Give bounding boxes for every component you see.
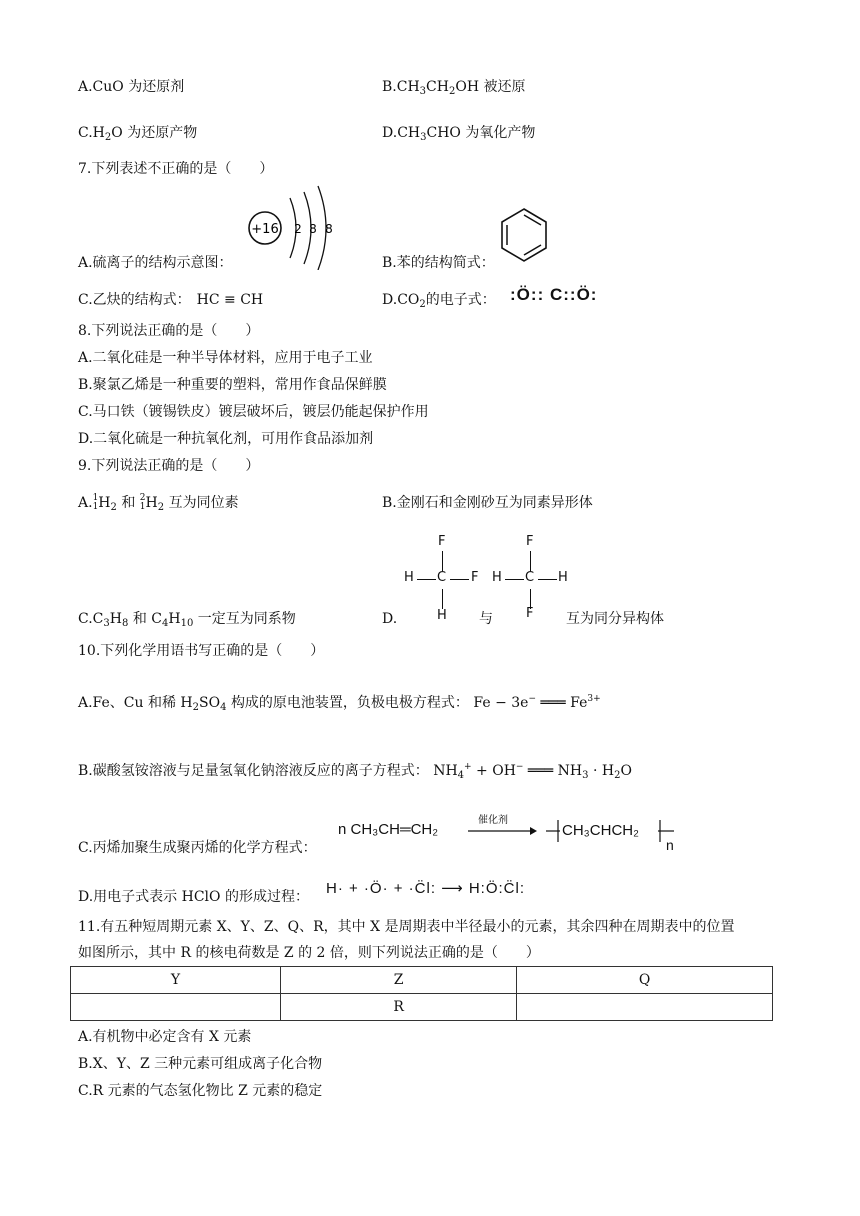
q9-option-a-text: 互为同位素 xyxy=(168,495,239,511)
benzene-ring-icon xyxy=(498,206,550,266)
q10-option-c-n: n xyxy=(666,837,674,853)
table-cell-z: Z xyxy=(280,967,516,994)
shell-count-2: 8 xyxy=(309,222,317,236)
co2-oxygen-1: Ö xyxy=(516,285,531,304)
q6-option-b-text: 被还原 xyxy=(483,79,526,95)
q10-option-b-text: B.碳酸氢铵溶液与足量氢氧化钠溶液反应的离子方程式： xyxy=(78,763,429,779)
sulfide-ion-structure-diagram xyxy=(240,184,340,270)
q10-option-a: A.Fe、Cu 和稀 $H_2SO_4$ 构成的原电池装置，负极电极方程式： Fe − 3e− ═══ $Fe^{3+}$ xyxy=(78,694,601,713)
q9-option-c: $C.C_3H_8$ 和 $C_4H_{10}$ 一定互为同系物 xyxy=(78,611,296,629)
q6-option-d-prefix: D. xyxy=(382,125,398,141)
q7-option-b: B.苯的结构简式： xyxy=(382,255,495,271)
q11-stem-line1: 11.有五种短周期元素 X、Y、Z、Q、R，其中 X 是周期表中半径最小的元素，其余四种在周期表中的位置 xyxy=(78,919,735,935)
co2-carbon: C xyxy=(549,285,564,304)
q9-option-b: B.金刚石和金刚砂互为同素异形体 xyxy=(382,495,593,511)
co2-electron-formula: :Ö:: C::Ö: xyxy=(510,285,598,304)
q7-stem: 7.下列表述不正确的是（ ） xyxy=(78,161,274,177)
reaction-arrow-icon xyxy=(466,826,538,836)
atom-nucleus-label: +16 xyxy=(251,222,279,237)
molecule-chf2-right: F H C H F xyxy=(492,534,568,621)
q9-option-a: A.1 $1H_2$ 和 2 $1H_2$ 互为同位素 xyxy=(78,493,239,513)
q9-option-c-and: 和 xyxy=(132,611,147,627)
q10-stem: 10.下列化学用语书写正确的是（ ） xyxy=(78,643,325,659)
q8-option-a: A.二氧化硅是一种半导体材料，应用于电子工业 xyxy=(78,350,373,366)
q6-option-b: $B.CH_3CH_2OH$ 被还原 xyxy=(382,79,526,97)
q7-option-d: $D.CO_2$的电子式： xyxy=(382,292,496,310)
shell-count-3: 8 xyxy=(325,222,333,236)
q9-option-c-text: 一定互为同系物 xyxy=(197,611,296,627)
q6-option-d: $D.CH_3CHO$ 为氧化产物 xyxy=(382,125,536,143)
q6-option-c-text: 为还原产物 xyxy=(127,125,198,141)
q9-option-c-prefix: C. xyxy=(78,611,93,627)
q9-option-d-prefix: D. xyxy=(382,611,398,627)
q10-option-c-reactant: n CH₃CH═CH₂ xyxy=(338,821,439,838)
table-cell-empty-1 xyxy=(71,994,281,1021)
q9-option-a-and: 和 xyxy=(121,495,136,511)
acetylene-formula: HC ≡ CH xyxy=(196,292,264,308)
q6-option-c: $C.H_2O$ 为还原产物 xyxy=(78,125,198,143)
q11-option-a: A.有机物中必定含有 X 元素 xyxy=(78,1029,252,1045)
q7-option-c xyxy=(78,291,263,309)
q10-option-a-text2: 构成的原电池装置，负极电极方程式： xyxy=(230,695,469,711)
molecule-chf2-left: F H C F H xyxy=(404,534,479,623)
table-cell-y: Y xyxy=(71,967,281,994)
q8-option-d: D.二氧化硫是一种抗氧化剂，可用作食品添加剂 xyxy=(78,431,374,447)
q9-stem: 9.下列说法正确的是（ ） xyxy=(78,458,260,474)
q10-option-a-text: A.Fe、Cu 和稀 xyxy=(78,695,176,711)
q7-option-d-prefix: D. xyxy=(382,292,398,308)
q6-option-b-prefix: B. xyxy=(382,79,397,95)
q6-option-d-text: 为氧化产物 xyxy=(465,125,536,141)
table-cell-empty-2 xyxy=(517,994,773,1021)
table-cell-r: R xyxy=(280,994,516,1021)
q8-stem: 8.下列说法正确的是（ ） xyxy=(78,323,260,339)
table-cell-q: Q xyxy=(517,967,773,994)
q11-option-c: C.R 元素的气态氢化物比 Z 元素的稳定 xyxy=(78,1083,323,1099)
q11-stem-line2: 如图所示，其中 R 的核电荷数是 Z 的 2 倍，则下列说法正确的是（ ） xyxy=(78,945,540,961)
q7-option-d-text: 的电子式： xyxy=(425,292,496,308)
q7-option-c-text: C.乙炔的结构式： xyxy=(78,292,191,308)
table-row xyxy=(71,994,773,1021)
hclo-formation-electron-formula: H· + ·Ö· + ·C̈l: ⟶ H:Ö:C̈l: xyxy=(326,880,526,897)
q7-option-a: A.硫离子的结构示意图： xyxy=(78,255,233,271)
table-row xyxy=(71,967,773,994)
q10-option-c-catalyst: 催化剂 xyxy=(478,815,508,826)
q9-option-a-prefix: A. xyxy=(78,495,93,511)
q10-option-d: D.用电子式表示 HClO 的形成过程： xyxy=(78,889,309,905)
q8-option-b: B.聚氯乙烯是一种重要的塑料，常用作食品保鲜膜 xyxy=(78,377,387,393)
q10-option-c-product: CH₃CHCH₂ xyxy=(562,822,639,839)
q6-option-a: A.CuO 为还原剂 xyxy=(78,79,185,95)
q11-option-b: B.X、Y、Z 三种元素可组成离子化合物 xyxy=(78,1056,323,1072)
q10-option-c: C.丙烯加聚生成聚丙烯的化学方程式： xyxy=(78,840,317,856)
q9-option-d-and: 与 xyxy=(479,611,493,627)
periodic-table-fragment xyxy=(70,966,773,1021)
q9-option-d-text: 互为同分异构体 xyxy=(566,611,664,627)
shell-count-1: 2 xyxy=(294,222,302,236)
q10-option-b: B.碳酸氢铵溶液与足量氢氧化钠溶液反应的离子方程式： $NH_4^+ + OH^-$ ═══ $NH_3 \cdot H_2O$ xyxy=(78,762,632,781)
q8-option-c: C.马口铁（镀锡铁皮）镀层破坏后，镀层仍能起保护作用 xyxy=(78,404,429,420)
q6-option-c-prefix: C. xyxy=(78,125,93,141)
co2-oxygen-2: Ö xyxy=(576,285,591,304)
